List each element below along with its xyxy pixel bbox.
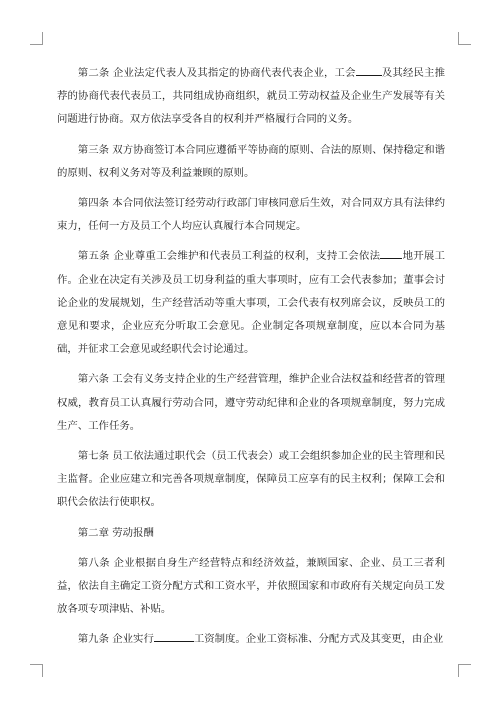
article-3: 第三条 双方协商签订本合同应遵循平等协商的原则、合法的原则、保持稳定和谐的原则、权利义务对等及利益兼顾的原则。	[57, 143, 445, 179]
crop-mark-top-left	[30, 32, 43, 45]
crop-mark-top-right	[458, 32, 471, 45]
fill-blank[interactable]	[356, 65, 382, 76]
article-9: 第九条 企业实行 工资制度。企业工资标准、分配方式及其变更，由企业	[77, 633, 444, 646]
crop-mark-bottom-left	[30, 664, 43, 677]
article-7: 第七条 员工依法通过职代会（员工代表会）或工会组织参加企业的民主管理和民主监督。企业应建立和完善各项规章制度，保障员工应享有的民主权利；保障工会和职代会依法行使职权。	[57, 450, 445, 509]
chapter-2-heading: 第二章 劳动报酬	[77, 526, 154, 539]
article-6: 第六条 工会有义务支持企业的生产经营管理，维护企业合法权益和经营者的管理权威，教育员工认真履行劳动合同，遵守劳动纪律和企业的各项规章制度，努力完成生产、工作任务。	[57, 373, 445, 432]
crop-mark-bottom-right	[458, 664, 471, 677]
fill-blank[interactable]	[154, 631, 194, 642]
article-8: 第八条 企业根据自身生产经营特点和经济效益，兼顾国家、企业、员工三者利益，依法自主确定工资分配方式和工资水平，并依照国家和市政府有关规定向员工发放各项专项津贴、补贴。	[57, 556, 445, 616]
article-4: 第四条 本合同依法签订经劳动行政部门审核同意后生效，对合同双方具有法律约束力，任何一方及员工个人均应认真履行本合同规定。	[57, 197, 445, 233]
article-2: 第二条 企业法定代表人及其指定的协商代表代表企业，工会 及其经民主推荐的协商代表代表员工，共同组成协商组织，就员工劳动权益及企业生产发展等有关问题进行协商。双方依法享受各自的权利并严格履行合同的义务。	[57, 67, 445, 126]
document-body	[57, 62, 445, 659]
article-5: 第五条 企业尊重工会维护和代表员工利益的权利，支持工会依法 地开展工作。企业在决定有关涉及员工切身利益的重大事项时，应有工会代表参加；董事会讨论企业的发展规划，生产经营活动等重大事项，工会代表有权列席会议，反映员工的意见和要求，企业应充分听取工会意见。企业制定各项规章制度，应以本合同为基础，并征求工会意见或经职代会讨论通过。	[57, 250, 445, 356]
fill-blank[interactable]	[380, 248, 402, 259]
